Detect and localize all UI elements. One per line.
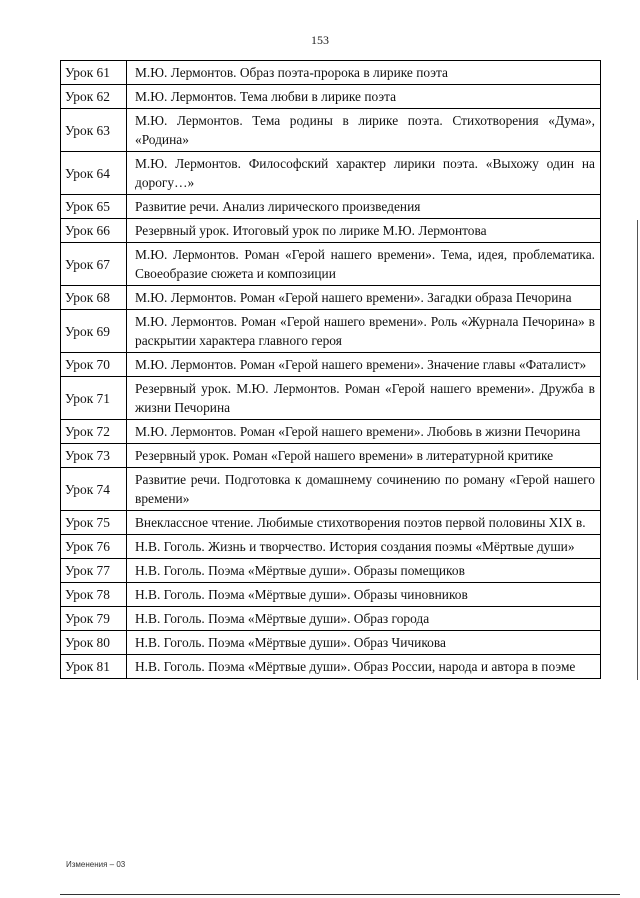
lesson-topic: Н.В. Гоголь. Поэма «Мёртвые души». Образы помещиков (127, 559, 601, 583)
lesson-topic: Н.В. Гоголь. Жизнь и творчество. История создания поэмы «Мёртвые души» (127, 535, 601, 559)
table-row (61, 607, 601, 631)
lesson-topic: М.Ю. Лермонтов. Роман «Герой нашего времени». Загадки образа Печорина (127, 286, 601, 310)
lesson-number: Урок 67 (61, 243, 127, 286)
lesson-topic: Резервный урок. Итоговый урок по лирике М.Ю. Лермонтова (127, 219, 601, 243)
lesson-topic: Н.В. Гоголь. Поэма «Мёртвые души». Образ Чичикова (127, 631, 601, 655)
lesson-number: Урок 77 (61, 559, 127, 583)
lesson-table (60, 60, 601, 679)
table-row (61, 377, 601, 420)
lesson-number: Урок 65 (61, 195, 127, 219)
lesson-number: Урок 78 (61, 583, 127, 607)
table-row (61, 631, 601, 655)
lesson-topic: Резервный урок. Роман «Герой нашего времени» в литературной критике (127, 444, 601, 468)
lesson-number: Урок 70 (61, 353, 127, 377)
lesson-number: Урок 63 (61, 109, 127, 152)
lesson-topic: М.Ю. Лермонтов. Философский характер лирики поэта. «Выхожу один на дорогу…» (127, 152, 601, 195)
table-row (61, 444, 601, 468)
lesson-topic: Н.В. Гоголь. Поэма «Мёртвые души». Образ города (127, 607, 601, 631)
lesson-topic: Развитие речи. Подготовка к домашнему сочинению по роману «Герой нашего времени» (127, 468, 601, 511)
table-row (61, 655, 601, 679)
table-row (61, 109, 601, 152)
table-row (61, 286, 601, 310)
lesson-number: Урок 62 (61, 85, 127, 109)
page-number: 153 (311, 33, 329, 47)
table-row (61, 353, 601, 377)
lesson-number: Урок 72 (61, 420, 127, 444)
table-row (61, 468, 601, 511)
lesson-number: Урок 64 (61, 152, 127, 195)
table-row (61, 310, 601, 353)
table-row (61, 559, 601, 583)
table-row (61, 420, 601, 444)
lesson-topic: Резервный урок. М.Ю. Лермонтов. Роман «Герой нашего времени». Дружба в жизни Печорина (127, 377, 601, 420)
lesson-number: Урок 69 (61, 310, 127, 353)
lesson-topic: М.Ю. Лермонтов. Роман «Герой нашего времени». Роль «Журнала Печорина» в раскрытии характера главного героя (127, 310, 601, 353)
lesson-number: Урок 74 (61, 468, 127, 511)
table-row (61, 195, 601, 219)
lesson-number: Урок 71 (61, 377, 127, 420)
table-row (61, 511, 601, 535)
lesson-topic: М.Ю. Лермонтов. Роман «Герой нашего времени». Значение главы «Фаталист» (127, 353, 601, 377)
footer-note: Изменения – 03 (66, 860, 126, 869)
table-row (61, 219, 601, 243)
lesson-topic: Н.В. Гоголь. Поэма «Мёртвые души». Образы чиновников (127, 583, 601, 607)
table-row (61, 535, 601, 559)
lesson-number: Урок 66 (61, 219, 127, 243)
lesson-number: Урок 73 (61, 444, 127, 468)
lesson-number: Урок 79 (61, 607, 127, 631)
lesson-topic: М.Ю. Лермонтов. Тема любви в лирике поэта (127, 85, 601, 109)
table-row (61, 61, 601, 85)
table-row (61, 243, 601, 286)
lesson-number: Урок 76 (61, 535, 127, 559)
table-row (61, 152, 601, 195)
lesson-topic: Развитие речи. Анализ лирического произведения (127, 195, 601, 219)
lesson-topic: Внеклассное чтение. Любимые стихотворения поэтов первой половины XIX в. (127, 511, 601, 535)
lesson-topic: М.Ю. Лермонтов. Образ поэта-пророка в лирике поэта (127, 61, 601, 85)
table-row (61, 583, 601, 607)
lesson-number: Урок 80 (61, 631, 127, 655)
lesson-number: Урок 75 (61, 511, 127, 535)
lesson-number: Урок 61 (61, 61, 127, 85)
lesson-topic: М.Ю. Лермонтов. Роман «Герой нашего времени». Тема, идея, проблематика. Своеобразие сюжета и композиции (127, 243, 601, 286)
scan-edge-right (637, 220, 639, 680)
table-row (61, 85, 601, 109)
lesson-number: Урок 81 (61, 655, 127, 679)
scan-edge-bottom (60, 894, 620, 896)
lesson-number: Урок 68 (61, 286, 127, 310)
lesson-topic: М.Ю. Лермонтов. Тема родины в лирике поэта. Стихотворения «Дума», «Родина» (127, 109, 601, 152)
lesson-topic: М.Ю. Лермонтов. Роман «Герой нашего времени». Любовь в жизни Печорина (127, 420, 601, 444)
lesson-topic: Н.В. Гоголь. Поэма «Мёртвые души». Образ России, народа и автора в поэме (127, 655, 601, 679)
